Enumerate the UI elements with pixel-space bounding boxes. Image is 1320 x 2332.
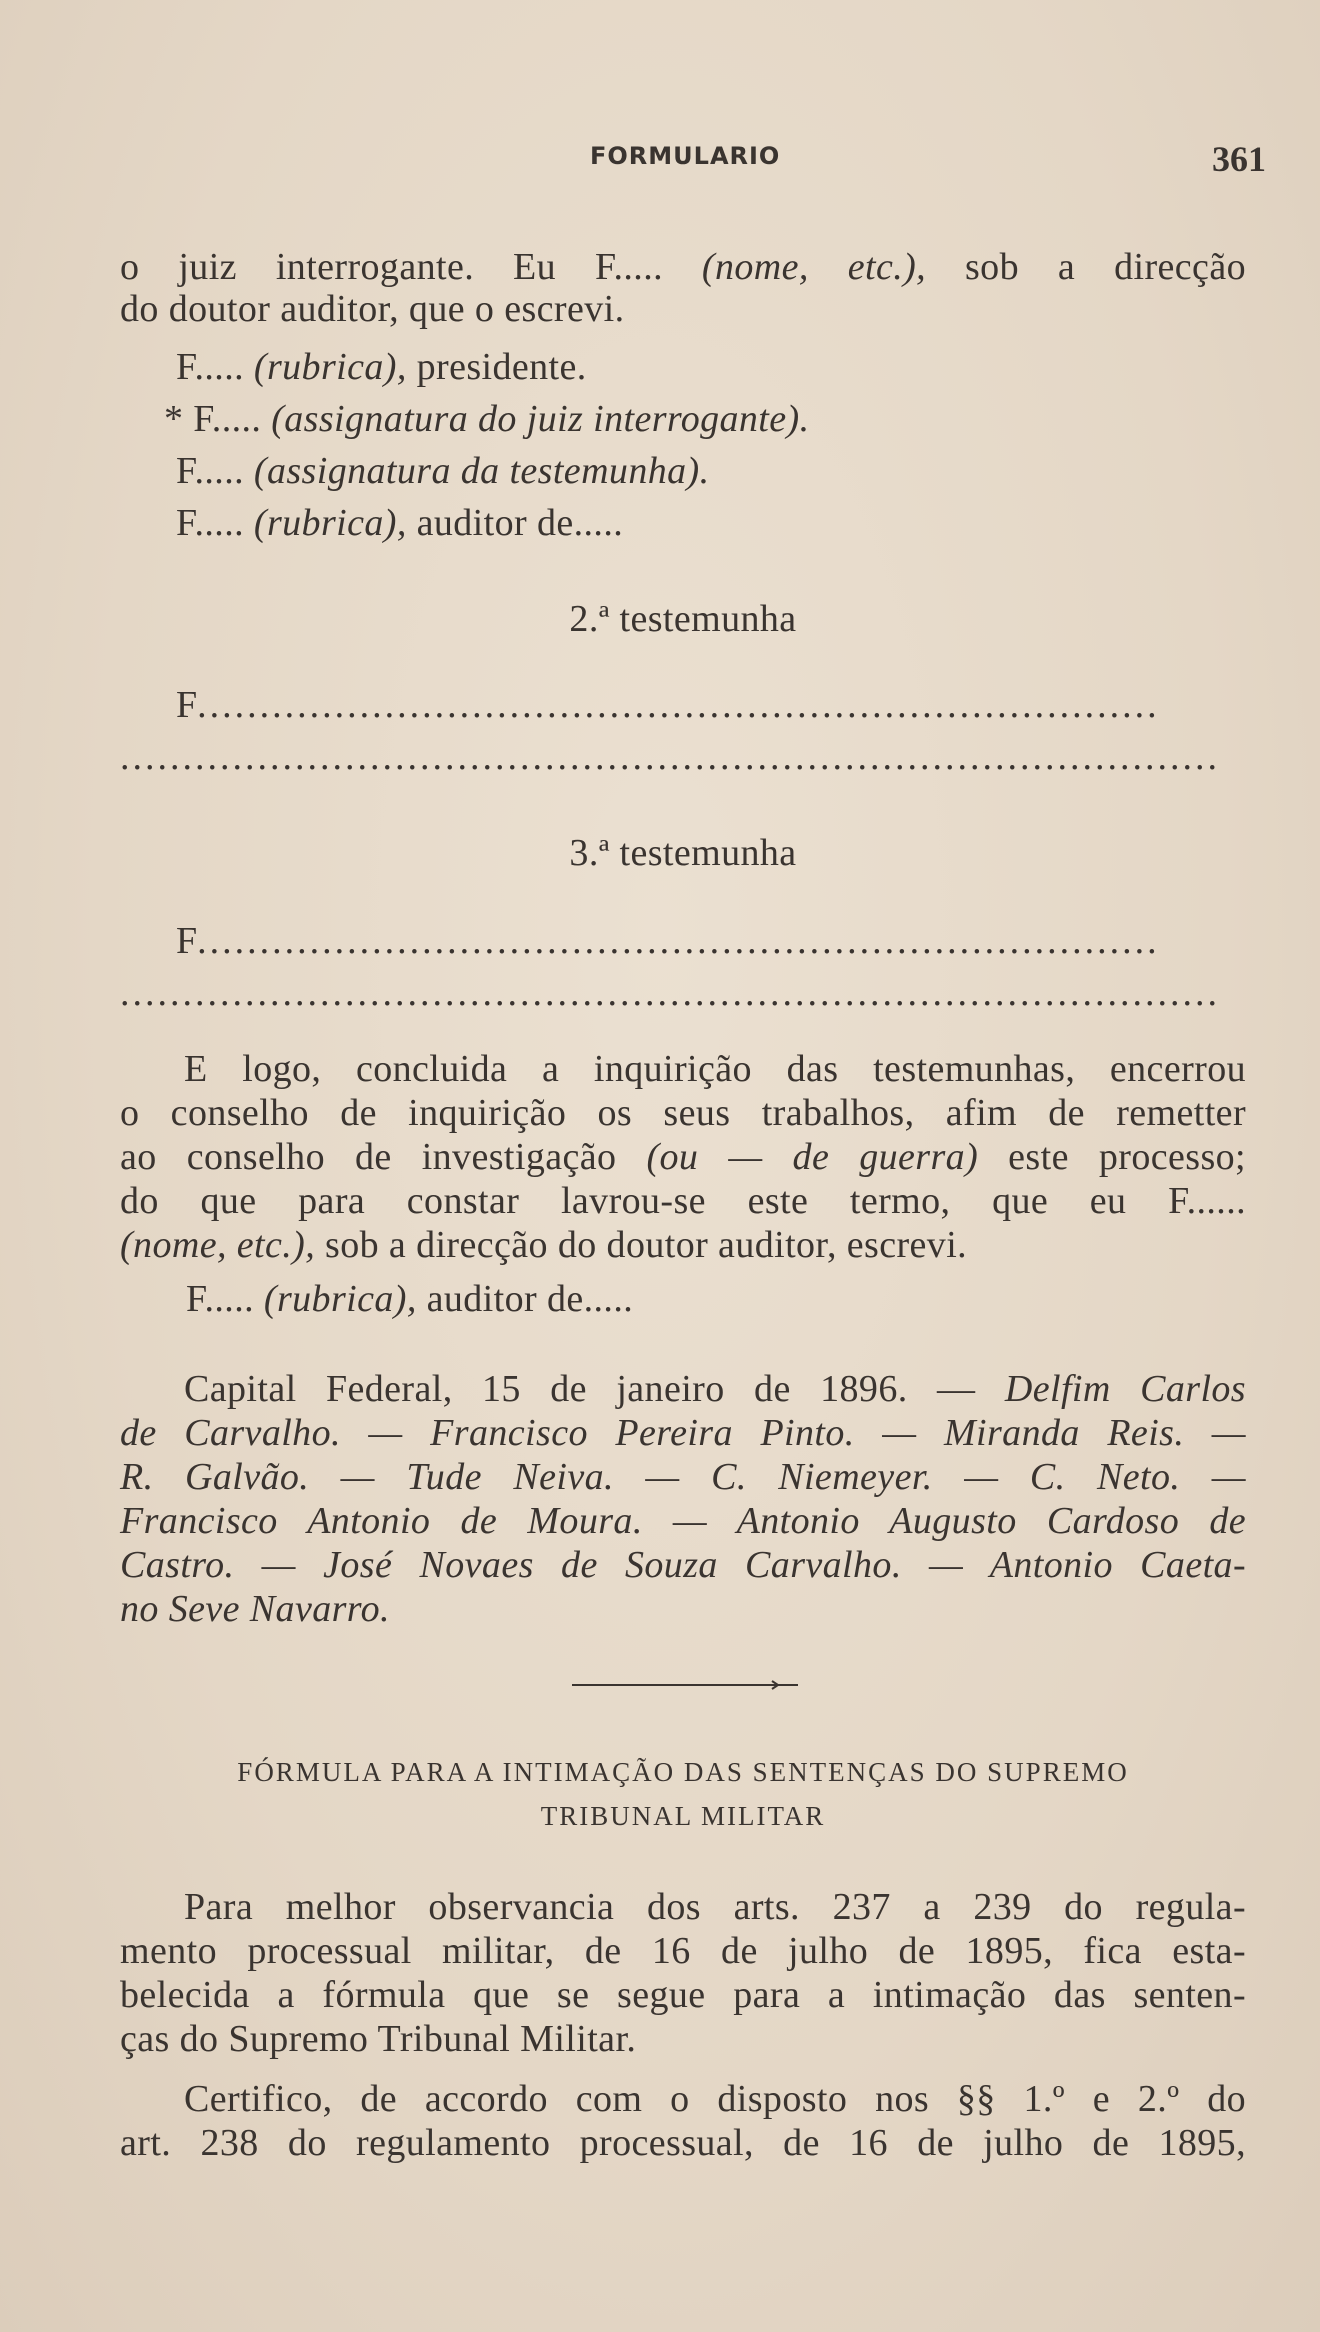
- signature-line: * F..... (assignatura do juiz interrogante).: [164, 398, 810, 440]
- text-line: no Seve Navarro.: [120, 1588, 390, 1630]
- text-line: do doutor auditor, que o escrevi.: [120, 288, 625, 330]
- text-line: o conselho de inquirição os seus trabalhos, afim de remetter: [120, 1092, 1246, 1134]
- witness-2-line: ........................................................................................: [120, 736, 1220, 778]
- signature-line: F..... (rubrica), presidente.: [176, 346, 587, 388]
- witness-3-line: F.............................................................................: [176, 920, 1160, 962]
- text-line: ao conselho de investigação (ou — de guerra) este processo;: [120, 1136, 1246, 1178]
- text-line: R. Galvão. — Tude Neiva. — C. Niemeyer. — C. Neto. —: [120, 1456, 1246, 1498]
- page-header: [0, 139, 1320, 182]
- text-line: Castro. — José Novaes de Souza Carvalho. — Antonio Caeta-: [120, 1544, 1246, 1586]
- text-line: (nome, etc.), sob a direcção do doutor auditor, escrevi.: [120, 1224, 968, 1266]
- signature-line: F..... (assignatura da testemunha).: [176, 450, 710, 492]
- text-line: art. 238 do regulamento processual, de 16 de julho de 1895,: [120, 2122, 1246, 2164]
- text-line: Francisco Antonio de Moura. — Antonio Augusto Cardoso de: [120, 1500, 1246, 1542]
- page-number: 361: [1212, 139, 1266, 179]
- text-line: ças do Supremo Tribunal Militar.: [120, 2018, 637, 2060]
- text-line: do que para constar lavrou-se este termo, que eu F......: [120, 1180, 1246, 1222]
- text-line: Para melhor observancia dos arts. 237 a 239 do regula-: [184, 1886, 1246, 1928]
- section-title: FÓRMULA PARA A INTIMAÇÃO DAS SENTENÇAS DO SUPREMO: [237, 1757, 1129, 1787]
- rule-ornament-icon: [762, 1680, 782, 1690]
- running-title: FORMULARIO: [590, 142, 781, 170]
- text-line: belecida a fórmula que se segue para a intimação das senten-: [120, 1974, 1246, 2016]
- text-line: E logo, concluida a inquirição das testemunhas, encerrou: [184, 1048, 1246, 1090]
- witness-3-heading: 3.ª testemunha: [569, 832, 797, 874]
- section-title-continued: TRIBUNAL MILITAR: [540, 1801, 826, 1831]
- witness-2-line: F.............................................................................: [176, 684, 1160, 726]
- text-line: Capital Federal, 15 de janeiro de 1896. — Delfim Carlos: [184, 1368, 1246, 1410]
- text-line: de Carvalho. — Francisco Pereira Pinto. — Miranda Reis. —: [120, 1412, 1246, 1454]
- signature-line: F..... (rubrica), auditor de.....: [176, 502, 624, 544]
- text-line: mento processual militar, de 16 de julho de 1895, fica esta-: [120, 1930, 1246, 1972]
- witness-2-heading: 2.ª testemunha: [569, 598, 797, 640]
- signature-line: F..... (rubrica), auditor de.....: [186, 1278, 634, 1320]
- witness-3-line: ........................................................................................: [120, 972, 1220, 1014]
- text-line: Certifico, de accordo com o disposto nos §§ 1.º e 2.º do: [184, 2078, 1246, 2120]
- text-line: o juiz interrogante. Eu F..... (nome, etc.), sob a direcção: [120, 246, 1246, 288]
